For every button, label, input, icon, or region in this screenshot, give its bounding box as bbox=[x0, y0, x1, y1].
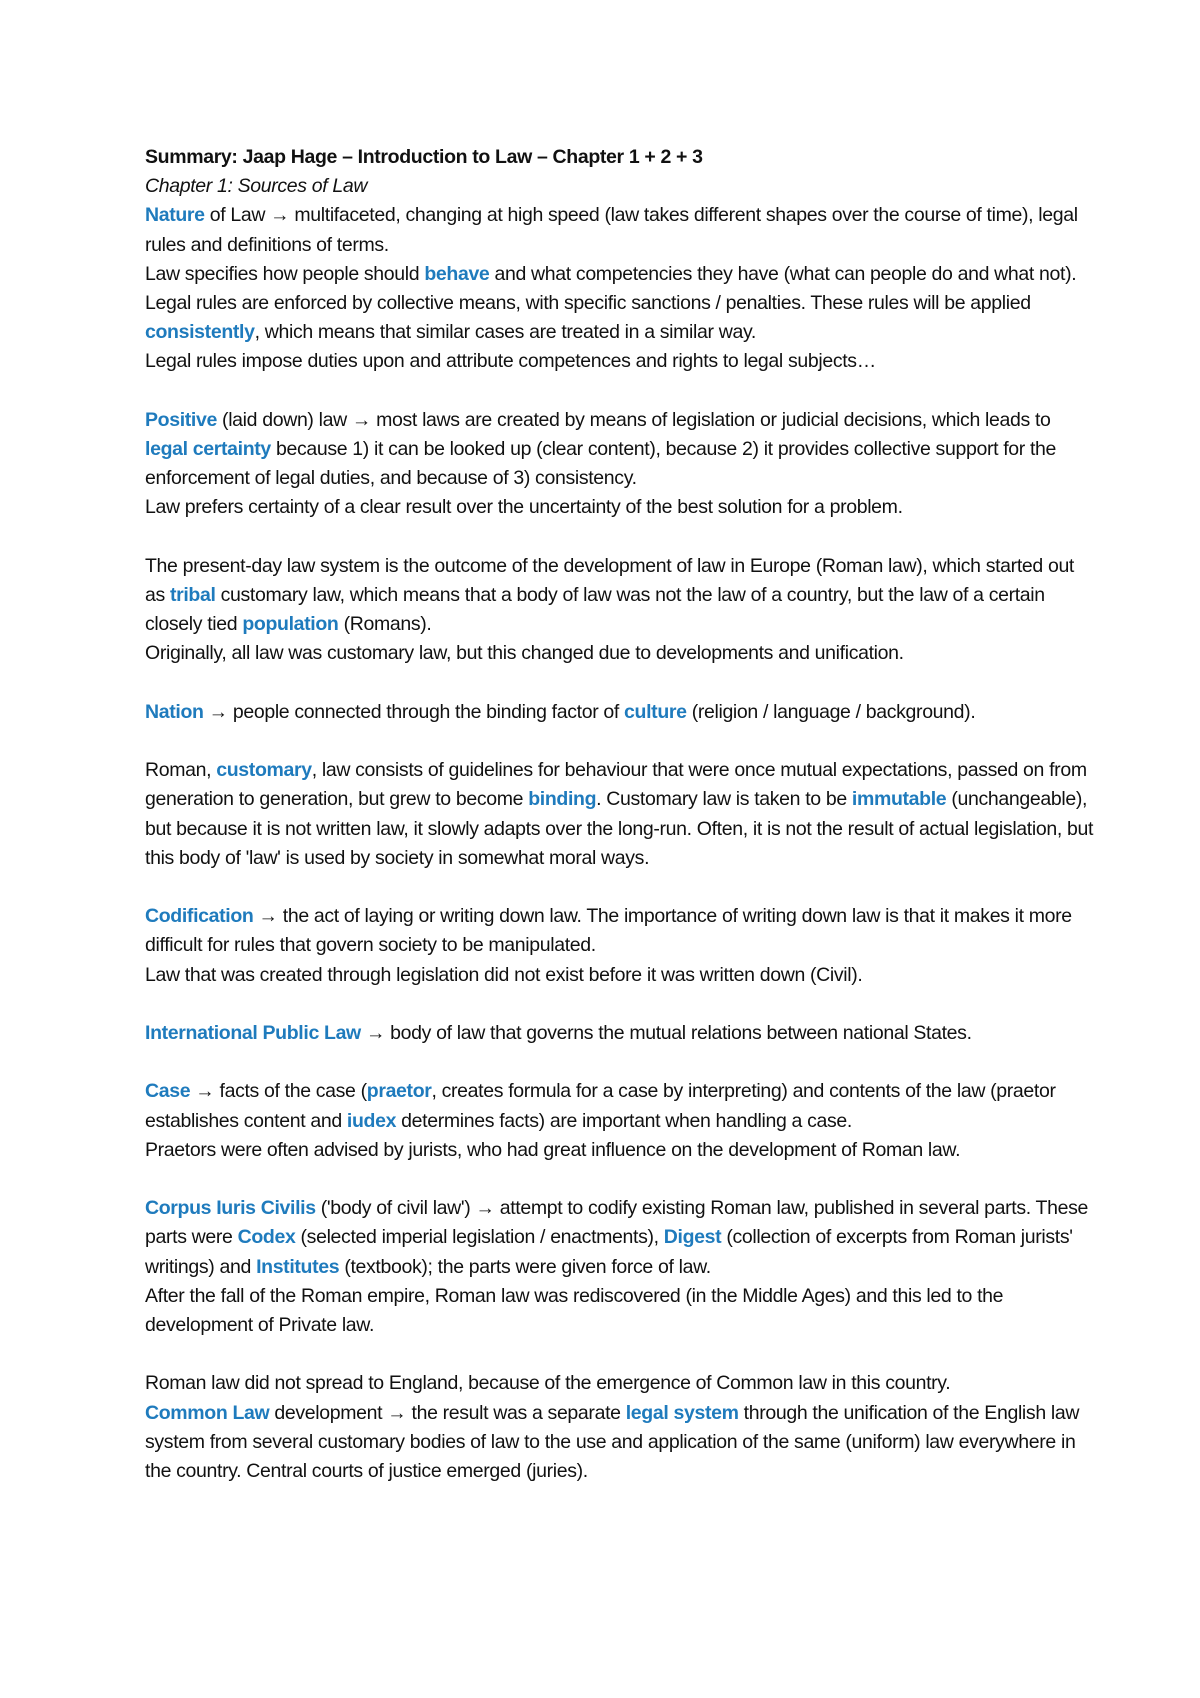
text-run: After the fall of the Roman empire, Roman law was rediscovered (in the Middle Ages) and this led to the development of Private law. bbox=[145, 1284, 1004, 1336]
paragraph-gap bbox=[145, 523, 1095, 552]
text-run: (selected imperial legislation / enactments), bbox=[295, 1226, 664, 1249]
key-term: immutable bbox=[851, 788, 947, 811]
key-term: Positive bbox=[145, 408, 217, 431]
text-run: Roman law did not spread to England, because of the emergence of Common law in this country. bbox=[145, 1372, 951, 1395]
text-run: → body of law that governs the mutual relations between national States. bbox=[360, 1022, 972, 1044]
document-title: Summary: Jaap Hage – Introduction to Law – Chapter 1 + 2 + 3 bbox=[145, 146, 703, 168]
key-term: Institutes bbox=[256, 1255, 340, 1278]
paragraph-gap bbox=[145, 377, 1095, 406]
body-line bbox=[145, 1194, 1095, 1282]
body-line bbox=[145, 1019, 1095, 1048]
text-run: (collection of excerpts from Roman jurists' writings) and bbox=[145, 1226, 1073, 1278]
text-run: because 1) it can be looked up (clear content), because 2) it provides collective support for the enforcement of legal duties, and because of 3) consistency. bbox=[145, 438, 1057, 490]
key-term: behave bbox=[424, 262, 490, 285]
key-term: International Public Law bbox=[145, 1022, 361, 1044]
key-term: Case bbox=[145, 1080, 191, 1103]
key-term: Codex bbox=[237, 1226, 296, 1249]
text-run: (unchangeable), but because it is not written law, it slowly adapts over the long-run. Often, it is not the result of actual legislation, but this body of 'law' is used by society in somewhat moral ways. bbox=[145, 788, 1094, 869]
text-run: , which means that similar cases are treated in a similar way. bbox=[254, 321, 756, 344]
key-term: iudex bbox=[346, 1109, 397, 1132]
text-run: . Customary law is taken to be bbox=[596, 788, 852, 811]
body-line bbox=[145, 756, 1095, 873]
paragraph-gap bbox=[145, 1340, 1095, 1369]
body-line bbox=[145, 902, 1095, 960]
text-run: → people connected through the binding factor of bbox=[203, 700, 625, 723]
paragraph-gap bbox=[145, 1048, 1095, 1077]
body-line bbox=[145, 260, 1095, 348]
text-run: customary law, which means that a body of law was not the law of a country, but the law of a certain closely tied bbox=[145, 584, 1045, 636]
text-run: Law that was created through legislation did not exist before it was written down (Civil). bbox=[145, 963, 863, 986]
body-line bbox=[145, 698, 1095, 727]
text-run: Roman, bbox=[145, 759, 217, 782]
text-run: Praetors were often advised by jurists, who had great influence on the development of Roman law. bbox=[145, 1138, 961, 1161]
body-line bbox=[145, 961, 1095, 990]
key-term: Nation bbox=[145, 700, 204, 723]
key-term: tribal bbox=[169, 584, 216, 607]
paragraph-gap bbox=[145, 669, 1095, 698]
body-line bbox=[145, 1399, 1095, 1487]
body-line bbox=[145, 639, 1095, 668]
key-term: legal certainty bbox=[145, 438, 271, 461]
key-term: legal system bbox=[625, 1401, 739, 1424]
body-line bbox=[145, 493, 1095, 522]
text-run: Law specifies how people should bbox=[145, 262, 425, 285]
text-run: Law prefers certainty of a clear result over the uncertainty of the best solution for a problem. bbox=[145, 496, 903, 519]
document-page bbox=[145, 143, 1095, 1486]
key-term: binding bbox=[528, 788, 597, 811]
key-term: customary bbox=[216, 759, 312, 782]
text-run: determines facts) are important when handling a case. bbox=[396, 1109, 852, 1132]
paragraph-gap bbox=[145, 1165, 1095, 1194]
text-run: (textbook); the parts were given force of law. bbox=[339, 1255, 711, 1278]
document-body bbox=[145, 201, 1095, 1486]
text-run: and what competencies they have (what can people do and what not). Legal rules are enforced by collective means, with specific sanctions / penalties. These rules will be applied bbox=[145, 262, 1077, 315]
body-line bbox=[145, 1282, 1095, 1340]
text-run: → facts of the case ( bbox=[190, 1080, 367, 1103]
paragraph-gap bbox=[145, 990, 1095, 1019]
text-run: of Law → multifaceted, changing at high speed (law takes different shapes over the course of time), legal rules and definitions of terms. bbox=[145, 204, 1078, 256]
text-run: (laid down) law → most laws are created by means of legislation or judicial decisions, which leads to bbox=[216, 408, 1051, 431]
body-line bbox=[145, 1369, 1095, 1398]
body-line bbox=[145, 1077, 1095, 1135]
body-line bbox=[145, 406, 1095, 494]
key-term: culture bbox=[624, 700, 687, 723]
text-run: Legal rules impose duties upon and attribute competences and rights to legal subjects… bbox=[145, 350, 876, 373]
paragraph-gap bbox=[145, 727, 1095, 756]
text-run: Originally, all law was customary law, but this changed due to developments and unification. bbox=[145, 642, 904, 665]
text-run: (Romans). bbox=[338, 613, 432, 636]
paragraph-gap bbox=[145, 873, 1095, 902]
text-run: development → the result was a separate bbox=[269, 1401, 626, 1424]
text-run: → the act of laying or writing down law. The importance of writing down law is that it makes it more difficult for rules that govern society to be manipulated. bbox=[145, 905, 1072, 957]
body-line bbox=[145, 552, 1095, 640]
key-term: Corpus Iuris Civilis bbox=[145, 1197, 316, 1220]
key-term: Codification bbox=[145, 905, 254, 928]
key-term: Common Law bbox=[145, 1401, 270, 1424]
key-term: Digest bbox=[663, 1226, 722, 1249]
key-term: consistently bbox=[145, 321, 255, 344]
body-line bbox=[145, 201, 1095, 259]
key-term: population bbox=[242, 613, 339, 636]
key-term: praetor bbox=[366, 1080, 432, 1103]
body-line bbox=[145, 347, 1095, 376]
text-run: (religion / language / background). bbox=[686, 700, 976, 723]
text-run: The present-day law system is the outcome of the development of law in Europe (Roman law), which started out as bbox=[145, 554, 1075, 607]
key-term: Nature bbox=[145, 204, 205, 227]
text-run: ('body of civil law') → attempt to codify existing Roman law, published in several parts. These parts were bbox=[145, 1197, 1088, 1249]
text-run: , law consists of guidelines for behaviour that were once mutual expectations, passed on from generation to generation, but grew to become bbox=[145, 759, 1087, 811]
text-run: , creates formula for a case by interpreting) and contents of the law (praetor establishes content and bbox=[145, 1080, 1056, 1132]
text-run: through the unification of the English law system from several customary bodies of law to the use and application of the same (uniform) law everywhere in the country. Central courts of justice emerged (juries). bbox=[145, 1401, 1080, 1482]
chapter-subtitle: Chapter 1: Sources of Law bbox=[145, 175, 368, 198]
body-line bbox=[145, 1136, 1095, 1165]
